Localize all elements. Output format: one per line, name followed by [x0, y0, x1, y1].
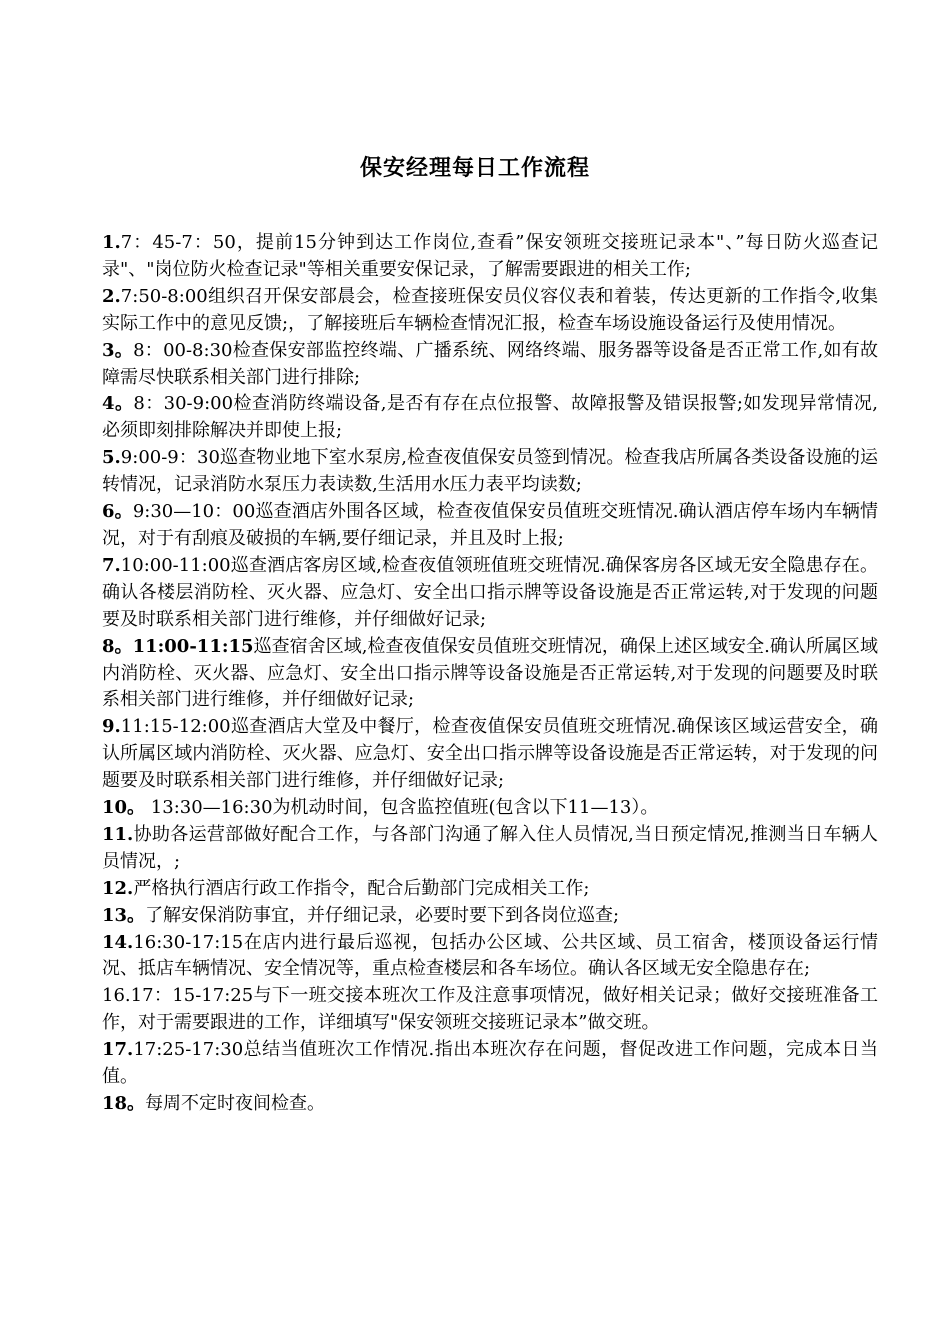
step-text: 严格执行酒店行政工作指令，配合后勤部门完成相关工作;	[133, 877, 590, 899]
list-item	[102, 338, 878, 392]
list-item	[102, 903, 878, 930]
step-number: 6。	[102, 501, 133, 523]
step-text: 了解安保消防事宜，并仔细记录，必要时要下到各岗位巡查;	[145, 904, 620, 926]
list-item	[102, 795, 878, 822]
step-number: 17.	[102, 1039, 134, 1061]
step-number: 7.	[102, 554, 121, 576]
step-text: 8：30-9:00检查消防终端设备,是否有存在点位报警、故障报警及错误报警;如发现异常情况,必须即刻排除解决并即使上报;	[102, 393, 878, 442]
step-time: 11:00-11:15	[132, 635, 254, 657]
step-text: 9:00-9：30巡查物业地下室水泵房,检查夜值保安员签到情况。检查我店所属各类设备设施的运转情况，记录消防水泵压力表读数,生活用水压力表平均读数;	[102, 447, 878, 496]
list-item	[102, 445, 878, 499]
step-number: 5.	[102, 447, 121, 469]
list-item	[102, 634, 878, 715]
step-text: 协助各运营部做好配合工作，与各部门沟通了解入住人员情况,当日预定情况,推测当日车辆人员情况，;	[102, 823, 878, 872]
list-item	[102, 553, 878, 634]
step-text: 17：15-17:25与下一班交接本班次工作及注意事项情况，做好相关记录；做好交接班准备工作，对于需要跟进的工作，详细填写"保安领班交接班记录本”做交班。	[102, 985, 878, 1034]
step-number: 1.	[102, 232, 121, 253]
step-number: 8。	[102, 635, 133, 657]
list-item	[102, 499, 878, 553]
step-number: 11.	[102, 823, 134, 845]
list-item	[102, 930, 878, 984]
step-number: 10。	[102, 797, 146, 819]
step-text: 10:00-11:00巡查酒店客房区域,检查夜值领班值班交班情况.确保客房各区域无安全隐患存在。确认各楼层消防栓、灭火器、应急灯、安全出口指示牌等设备设施是否正常运转,对于发现的问题要及时联系相关部门进行维修，并仔细做好记录;	[102, 554, 878, 630]
step-text: 每周不定时夜间检查。	[145, 1093, 326, 1114]
step-number: 2.	[102, 285, 121, 307]
step-number: 13。	[102, 904, 146, 926]
list-item	[102, 1091, 878, 1118]
step-text: 11:15-12:00巡查酒店大堂及中餐厅，检查夜值保安员值班交班情况.确保该区域运营安全，确认所属区域内消防栓、灭火器、应急灯、安全出口指示牌等设备设施是否正常运转，对于发现的问题要及时联系相关部门进行维修，并仔细做好记录;	[102, 716, 878, 792]
list-item	[102, 714, 878, 795]
document-title: 保安经理每日工作流程	[359, 156, 590, 181]
list-item	[102, 876, 878, 903]
step-text: 13:30—16:30为机动时间，包含监控值班(包含以下11—13）。	[145, 797, 659, 819]
procedure-steps-list	[102, 230, 878, 1118]
step-text: 16:30-17:15在店内进行最后巡视，包括办公区域、公共区域、员工宿舍，楼顶设备运行情况、抵店车辆情况、安全情况等，重点检查楼层和各车场位。确认各区域无安全隐患存在;	[102, 931, 878, 980]
step-number: 14.	[102, 931, 134, 953]
step-number: 12.	[102, 877, 134, 899]
step-number: 3。	[102, 339, 134, 361]
step-number: 9.	[102, 716, 121, 738]
step-text: 8：00-8:30检查保安部监控终端、广播系统、网络终端、服务器等设备是否正常工作,如有故障需尽快联系相关部门进行排除;	[102, 339, 879, 388]
list-item	[102, 230, 878, 284]
step-text: 9:30—10：00巡查酒店外围各区域，检查夜值保安员值班交班情况.确认酒店停车场内车辆情况，对于有刮痕及破损的车辆,要仔细记录，并且及时上报;	[102, 501, 878, 549]
list-item	[102, 1037, 878, 1091]
list-item	[102, 983, 878, 1037]
step-text: 7:50-8:00组织召开保安部晨会，检查接班保安员仪容仪表和着装，传达更新的工作指令,收集实际工作中的意见反馈;，了解接班后车辆检查情况汇报，检查车场设施设备运行及使用情况。	[102, 285, 878, 334]
list-item	[102, 822, 878, 876]
list-item	[102, 391, 878, 445]
list-item	[102, 284, 878, 338]
step-text: 7：45-7：50，提前15分钟到达工作岗位,查看”保安领班交接班记录本"、”每日防火巡查记录"、"岗位防火检查记录"等相关重要安保记录，了解需要跟进的相关工作;	[102, 232, 878, 280]
step-number: 4。	[102, 393, 134, 415]
step-text: 巡查宿舍区域,检查夜值保安员值班交班情况，确保上述区域安全.确认所属区域内消防栓、灭火器、应急灯、安全出口指示牌等设备设施是否正常运转,对于发现的问题要及时联系相关部门进行维修，并仔细做好记录;	[102, 635, 878, 711]
step-number: 16.	[102, 985, 131, 1007]
step-number: 18。	[102, 1093, 146, 1114]
step-text: 17:25-17:30总结当值班次工作情况.指出本班次存在问题，督促改进工作问题，完成本日当值。	[102, 1039, 878, 1088]
